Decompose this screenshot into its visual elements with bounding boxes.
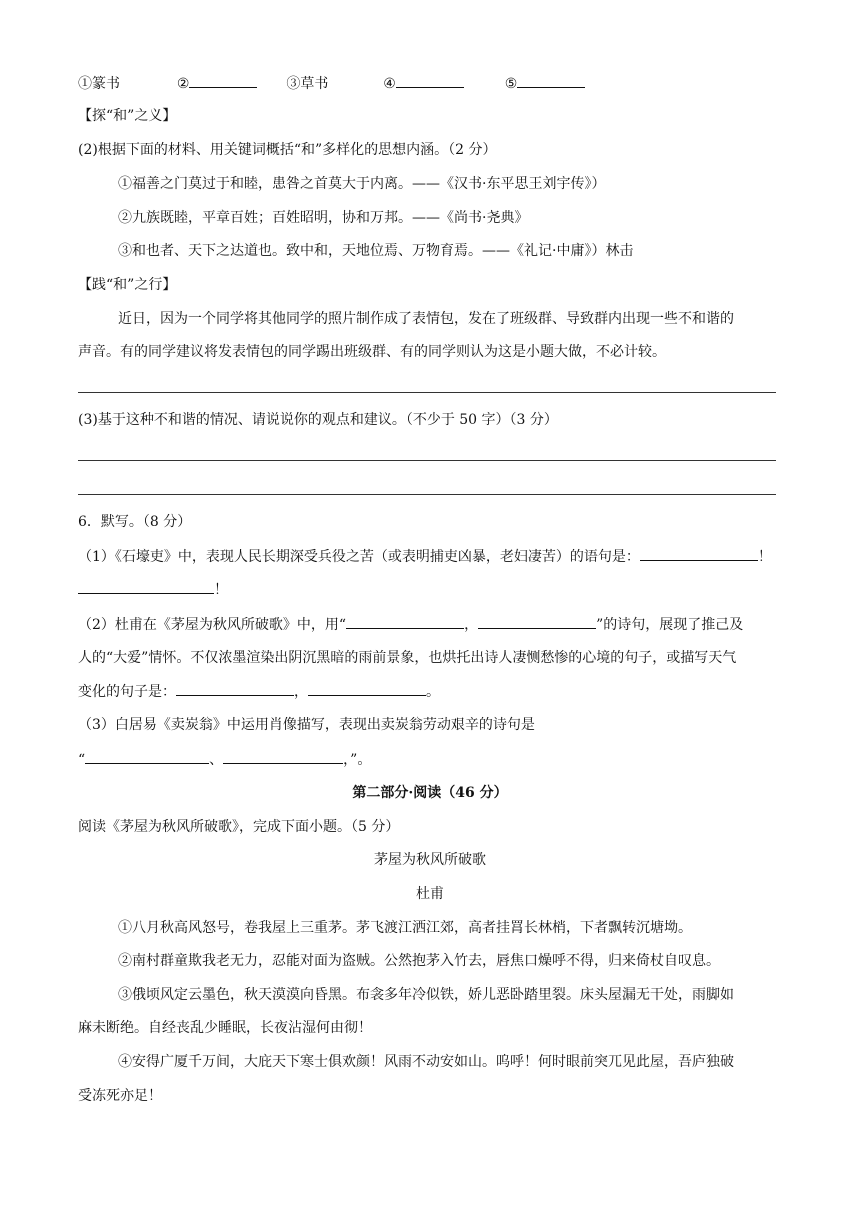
script-blank-4[interactable]	[396, 73, 464, 88]
poem-stanza-4: ④安得广厦千万间，大庇天下寒士俱欢颜！风雨不动安如山。呜呼！何时眼前突兀见此屋，吾庐独破	[118, 1054, 734, 1070]
material-1: ①福善之门莫过于和睦，患咎之首莫大于内离。——《汉书·东平思王刘宇传》）	[118, 176, 606, 192]
scripts-row	[78, 73, 585, 94]
q6-part2-comma: ，	[464, 617, 479, 633]
part-2-heading: 第二部分·阅读（46 分）	[352, 785, 508, 801]
scenario-line-1: 近日，因为一个同学将其他同学的照片制作成了表情包，发在了班级群、导致群内出现一些不和谐的	[118, 311, 734, 327]
script-blank-2[interactable]	[189, 73, 257, 88]
q6-part2-line3-comma: ，	[294, 684, 308, 700]
q6-part1-end2: ！	[214, 582, 228, 598]
question-6-part-3-answer	[78, 749, 371, 770]
answer-blank[interactable]	[176, 681, 294, 696]
script-blank-5[interactable]	[517, 73, 585, 88]
poem-title: 茅屋为秋风所破歌	[374, 852, 486, 868]
poem-stanza-3: ③俄顷风定云墨色，秋天漠漠向昏黑。布衾多年冷似铁，娇儿恶卧踏里裂。床头屋漏无干处，雨脚如	[118, 987, 734, 1003]
answer-line[interactable]	[78, 460, 776, 461]
material-3: ③和也者、天下之达道也。致中和，天地位焉、万物育焉。——《礼记·中庸》）林击	[118, 243, 634, 259]
script-item-4: ④	[383, 76, 396, 92]
question-6-part-3: （3）白居易《卖炭翁》中运用肖像描写，表现出卖炭翁劳动艰辛的诗句是	[78, 717, 535, 733]
answer-blank[interactable]	[85, 749, 209, 764]
answer-blank[interactable]	[308, 681, 426, 696]
q6-part2-text: （2）杜甫在《茅屋为秋风所破歌》中，用“	[78, 617, 347, 633]
q6-part1-text: （1）《石壕吏》中，表现人民长期深受兵役之苦（或表明捕吏凶暴，老妇凄苦）的语句是：	[78, 549, 640, 565]
poem-stanza-2: ②南村群童欺我老无力，忍能对面为盗贼。公然抱茅入竹去，唇焦口燥呼不得，归来倚杖自叹息。	[118, 953, 720, 969]
script-item-5: ⑤	[504, 76, 518, 92]
question-2-prompt: (2)根据下面的材料、用关键词概括“和”多样化的思想内涵。（2 分）	[78, 142, 497, 158]
section-heading-tan: 【探“和”之义】	[78, 108, 177, 124]
answer-blank[interactable]	[223, 749, 343, 764]
question-6-title: 6．默写。（8 分）	[78, 514, 192, 530]
reading-intro: 阅读《茅屋为秋风所破歌》，完成下面小题。（5 分）	[78, 819, 400, 835]
q6-part3-close: ，”。	[343, 752, 372, 768]
q6-part2-line3-text: 变化的句子是：	[78, 684, 176, 700]
answer-line[interactable]	[78, 392, 776, 393]
q6-part3-open: “	[78, 752, 86, 768]
answer-blank[interactable]	[78, 579, 214, 594]
section-heading-jian: 【践“和”之行】	[78, 277, 177, 293]
q6-part2-line3-end: 。	[426, 684, 440, 700]
script-item-1: ①篆书	[78, 76, 120, 92]
poem-author: 杜甫	[416, 886, 444, 902]
scenario-line-2: 声音。有的同学建议将发表情包的同学踢出班级群、有的同学则认为这是小题大做，不必计较。	[78, 344, 666, 360]
poem-stanza-3-cont: 麻未断绝。自经丧乱少睡眠，长夜沾湿何由彻！	[78, 1020, 372, 1036]
script-item-3: ③草书	[286, 76, 329, 92]
question-6-part-2	[78, 614, 743, 635]
answer-blank[interactable]	[346, 614, 464, 629]
answer-line[interactable]	[78, 494, 776, 495]
question-6-part-2-line-2: 人的“大爱”情怀。不仅浓墨渲染出阴沉黑暗的雨前景象，也烘托出诗人凄恻愁惨的心境的句子，或描写天气	[78, 650, 737, 666]
question-6-part-2-line-3	[78, 681, 440, 702]
q6-part1-end: ！	[757, 549, 772, 565]
answer-blank[interactable]	[640, 546, 758, 561]
question-6-part-1-cont	[78, 579, 228, 600]
question-6-part-1	[78, 546, 772, 567]
q6-part2-text-b: ”的诗句，展现了推己及	[596, 617, 744, 633]
poem-stanza-1: ①八月秋高风怒号，卷我屋上三重茅。茅飞渡江洒江郊，高者挂罥长林梢，下者飘转沉塘坳。	[118, 920, 692, 936]
answer-blank[interactable]	[478, 614, 596, 629]
q6-part3-sep: 、	[209, 752, 224, 768]
poem-stanza-4-cont: 受冻死亦足！	[78, 1088, 162, 1104]
question-3-prompt: (3)基于这种不和谐的情况、请说说你的观点和建议。（不少于 50 字）（3 分）	[78, 412, 558, 428]
script-item-2: ②	[176, 76, 190, 92]
material-2: ②九族既睦，平章百姓；百姓昭明，协和万邦。——《尚书·尧典》	[118, 210, 529, 226]
